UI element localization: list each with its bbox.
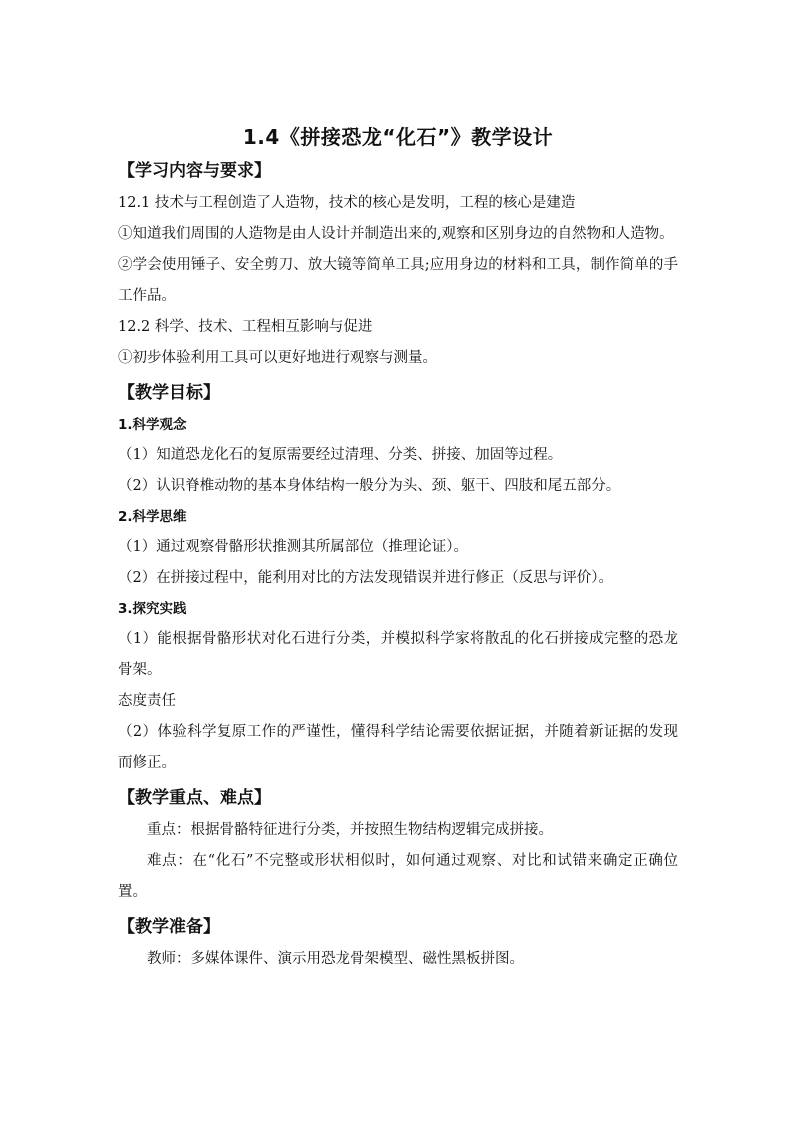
paragraph: （1）知道恐龙化石的复原需要经过清理、分类、拼接、加固等过程。: [118, 447, 563, 463]
paragraph: （1）通过观察骨骼形状推测其所属部位（推理论证）。: [118, 539, 468, 555]
paragraph: 12.2 科学、技术、工程相互影响与促进: [118, 319, 373, 335]
paragraph: 难点：在“化石”不完整或形状相似时，如何通过观察、对比和试错来确定正确位置。: [118, 853, 678, 900]
paragraph: （1）能根据骨骼形状对化石进行分类，并模拟科学家将散乱的化石拼接成完整的恐龙骨架。: [118, 631, 678, 678]
paragraph: ①初步体验利用工具可以更好地进行观察与测量。: [118, 350, 437, 366]
paragraph: ②学会使用锤子、安全剪刀、放大镜等简单工具;应用身边的材料和工具，制作简单的手工作品。: [118, 257, 678, 304]
paragraph: （2）体验科学复原工作的严谨性，懂得科学结论需要依据证据，并随着新证据的发现而修正。: [118, 724, 678, 771]
section-heading-goals: 【教学目标】: [118, 383, 220, 403]
paragraph: （2）在拼接过程中，能利用对比的方法发现错误并进行修正（反思与评价）。: [118, 570, 613, 586]
paragraph: 12.1 技术与工程创造了人造物，技术的核心是发明，工程的核心是建造: [118, 195, 576, 211]
paragraph: （2）认识脊椎动物的基本身体结构一般分为头、颈、躯干、四肢和尾五部分。: [118, 478, 621, 494]
paragraph: ①知道我们周围的人造物是由人设计并制造出来的,观察和区别身边的自然物和人造物。: [118, 226, 674, 242]
paragraph: 重点：根据骨骼特征进行分类，并按照生物结构逻辑完成拼接。: [147, 822, 553, 838]
document-body: [118, 122, 678, 975]
paragraph-attitude: 态度责任: [118, 693, 176, 709]
subheading: 3.探究实践: [118, 601, 187, 617]
paragraph: 教师：多媒体课件、演示用恐龙骨架模型、磁性黑板拼图。: [147, 951, 524, 967]
section-heading-content: 【学习内容与要求】: [118, 161, 271, 181]
section-heading-prep: 【教学准备】: [118, 917, 220, 937]
subheading: 2.科学思维: [118, 509, 187, 525]
subheading: 1.科学观念: [118, 417, 187, 433]
section-heading-key: 【教学重点、难点】: [118, 788, 271, 808]
document-title: 1.4《拼接恐龙“化石”》教学设计: [242, 125, 554, 149]
